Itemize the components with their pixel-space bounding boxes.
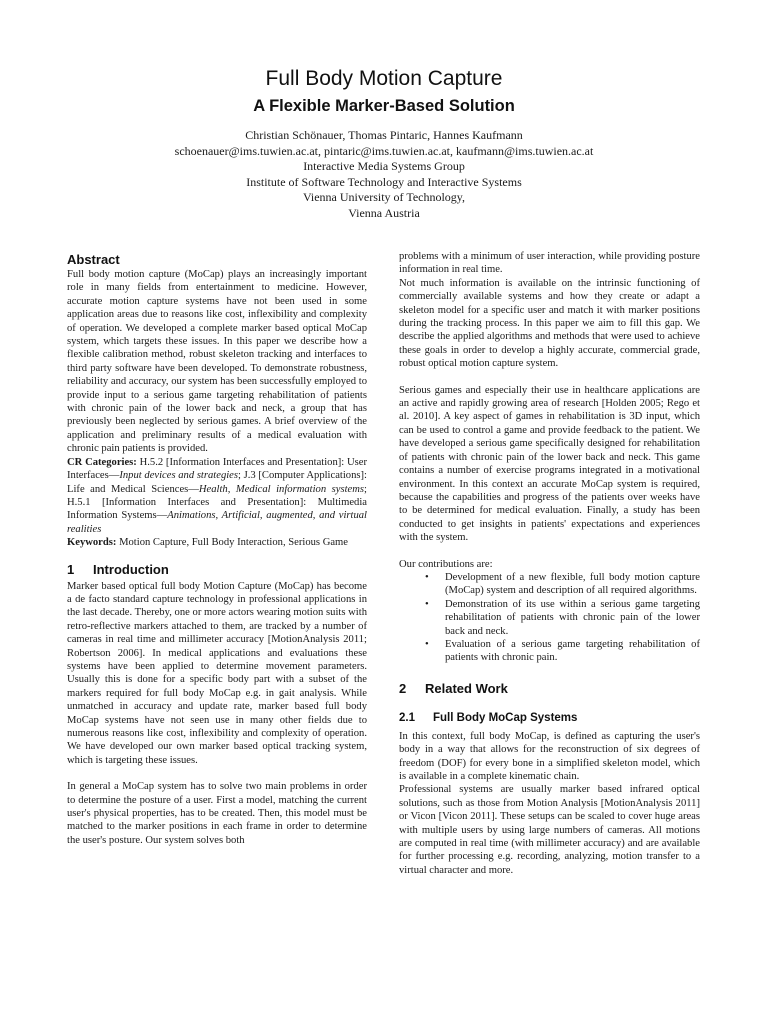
related-work-heading — [399, 681, 700, 697]
section-title: Introduction — [93, 561, 169, 577]
related-paragraph-1: In this context, full body MoCap, is defined as capturing the user's body in a way that allows for the reconstruction of six degrees of freedom (DOF) for every bone in a simplified skeleton model, which is available in a complete kinematic chain. — [399, 730, 700, 782]
paper-subtitle: A Flexible Marker-Based Solution — [253, 97, 515, 115]
author-emails: schoenauer@ims.tuwien.ac.at, pintaric@ims.tuwien.ac.at, kaufmann@ims.tuwien.ac.at — [174, 143, 594, 158]
related-paragraph-2: Professional systems are usually marker based infrared optical solutions, such as those from Motion Analysis [MotionAnalysis 2011] or Vicon [Vicon 2011]. These setups can be scaled to cover huge areas with multiple users by using large numbers of cameras. All motions are computed in real time (with millimeter accuracy) and are available for further processing e.g. recording, analyzing, motion transfer to a virtual character and more. — [399, 784, 700, 876]
keywords-text: Motion Capture, Full Body Interaction, Serious Game — [116, 537, 348, 549]
cr-text-3: ; H.5.1 [Information Interfaces and Presentation]: Multimedia Information Systems— — [67, 483, 367, 522]
paragraph-gap — [67, 767, 367, 780]
affiliation-institute: Institute of Software Technology and Interactive Systems — [246, 174, 522, 189]
list-item-text: Demonstration of its use within a serious game targeting rehabilitation of patients with chronic pain of the lower back and neck. — [445, 598, 700, 637]
cr-italic-2: Health, Medical information systems — [198, 483, 365, 495]
right-column — [399, 250, 700, 877]
list-item-text: Development of a new flexible, full body motion capture (MoCap) system and description of all required algorithms. — [445, 571, 700, 597]
keywords-label: Keywords: — [67, 537, 117, 549]
section-number: 1 — [67, 561, 75, 577]
bullet-marker: • — [425, 638, 429, 650]
contributions-intro: Our contributions are: — [399, 558, 493, 570]
abstract-heading: Abstract — [67, 252, 120, 267]
subsection-heading — [399, 711, 700, 726]
section-title: Related Work — [425, 680, 508, 696]
cr-text-1: H.5.2 [Information Interfaces and Presentation]: User Interfaces— — [67, 456, 368, 482]
paragraph-gap — [399, 545, 700, 558]
bullet-marker: • — [425, 571, 429, 583]
introduction-heading — [67, 562, 367, 578]
subsection-title: Full Body MoCap Systems — [433, 711, 578, 724]
affiliation-university: Vienna University of Technology, — [302, 190, 466, 204]
intro-paragraph-1: Marker based optical full body Motion Capture (MoCap) has become a de facto standard capture technology in professional applications in the last decade. Thereby, one or more actors wearing motion suits with retro-reflective markers attached to them, are tracked by a number of cameras in real time and millimeter accuracy [MotionAnalysis 2011; Robertson 2006]. In medical applications and evaluations these systems have been applied to determine movement parameters. Usually this is done for a specific body part with a subset of the markers required for full body MoCap e.g. in gait analysis. While unmatched in accuracy and update rate, marker based full body MoCap systems have not seen use in many other fields due to numerous reasons like cost, inflexibility and complexity of operation. We have developed our own marker based optical tracking system, which is targeting these issues. — [67, 580, 367, 766]
paper-title: Full Body Motion Capture — [265, 67, 503, 90]
paragraph-gap — [399, 371, 700, 384]
intro-paragraph-2: In general a MoCap system has to solve two main problems in order to determine the posture of a user. First a model, matching the current user's physical properties, has to be created. Then, this model must be matched to the marker positions in each frame in order to determine the user's posture. Our system solves both — [67, 781, 367, 846]
author-list: Christian Schönauer, Thomas Pintaric, Hannes Kaufmann — [245, 128, 523, 142]
keywords — [67, 536, 367, 549]
abstract-text: Full body motion capture (MoCap) plays an increasingly important role in many fields from entertainment to medicine. However, accurate motion capture systems have not been used in some application areas due to reasons like cost, inflexibility and complexity of operation. We developed a complete marker based optical MoCap system, which targets these issues. In this paper we describe how a flexible calibration method, robust skeleton tracking and interfaces to third party software have been developed. To demonstrate robustness, reliability and accuracy, our system has been successfully employed to provide input to a serious game targeting rehabilitation of patients with chronic pain of the lower back and neck, a group that has previously been neglected by serious games. A brief overview of the application and preliminary results of a medical evaluation with chronic pain patients is provided. — [67, 269, 367, 455]
list-item-text: Evaluation of a serious game targeting rehabilitation of patients with chronic pain. — [445, 638, 700, 664]
subsection-number: 2.1 — [399, 711, 415, 724]
list-item — [425, 598, 700, 638]
affiliation-city: Vienna Austria — [348, 205, 420, 220]
cr-italic-1: Input devices and strategies — [119, 470, 239, 482]
contributions-list — [399, 571, 700, 665]
intro-paragraph-2-continued: problems with a minimum of user interaction, while providing posture information in real time. — [399, 251, 700, 276]
cr-categories — [67, 456, 367, 536]
list-item — [425, 571, 700, 598]
cr-italic-3: Animations, Artificial, augmented, and virtual realities — [67, 510, 367, 535]
affiliation-group: Interactive Media Systems Group — [303, 159, 465, 173]
intro-paragraph-3: Not much information is available on the intrinsic functioning of commercially available systems and how they create or adapt a skeleton model for a specific user and match it with marker positions during the tracking process. In this paper we aim to fill this gap. We describe the applied algorithms and methods that were used to achieve these goals in order to develop a highly accurate, commercial grade, robust optical motion capture system. — [399, 277, 700, 370]
bullet-marker: • — [425, 598, 429, 610]
paper-header — [0, 64, 768, 221]
section-number: 2 — [399, 680, 407, 696]
cr-label: CR Categories: — [67, 456, 137, 468]
cr-text-2: ; J.3 [Computer Applications]: Life and Medical Sciences— — [67, 470, 367, 495]
left-column — [67, 252, 367, 847]
intro-paragraph-4: Serious games and especially their use in healthcare applications are an active and rapidly growing area of research [Holden 2005; Rego et al. 2010]. A key aspect of games in rehabilitation is 3D input, which can be used to control a game and provide feedback to the patient. We have developed a serious game specifically designed for rehabilitation of patients with chronic pain of the lower back and neck. This game contains a number of exercise programs integrated in a motivational environment. In this context an accurate MoCap system is required, because the capabilities and progress of the patients over weeks have to be determined for medical evaluation. Finally, a study has been conducted to get insights in patients' expectations and experiences with the system. — [399, 384, 700, 544]
list-item — [425, 638, 700, 665]
